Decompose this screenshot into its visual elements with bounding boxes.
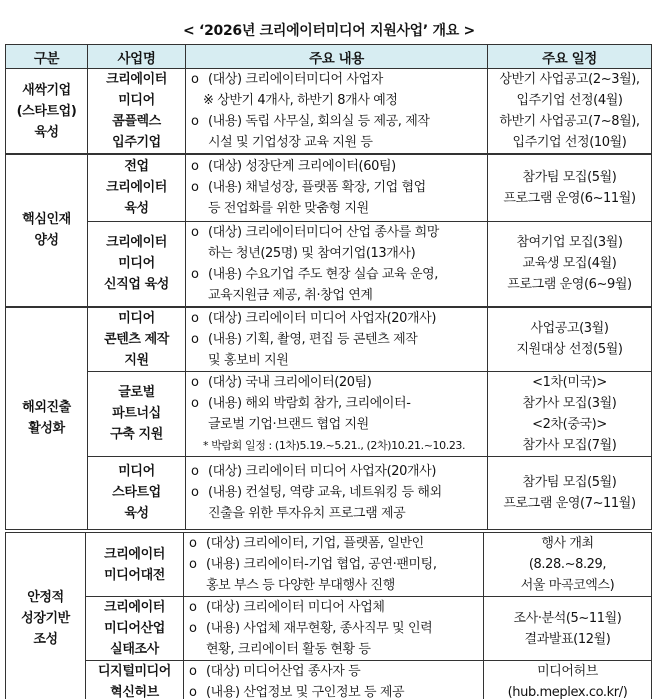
category-cell xyxy=(6,154,88,307)
bullet-icon: o xyxy=(191,464,199,479)
content-text: (내용) 산업정보 및 구인정보 등 제공 xyxy=(206,685,405,699)
program-name: 미디어 xyxy=(118,310,155,326)
program-name-cell xyxy=(86,597,184,661)
content-line xyxy=(191,198,487,219)
content-line xyxy=(191,177,487,198)
content-text: (대상) 크리에이터 미디어 사업자(20개사) xyxy=(208,464,436,479)
content-line xyxy=(191,69,487,90)
program-name: 육성 xyxy=(124,201,149,217)
program-name: 육성 xyxy=(124,506,149,521)
program-name: 미디어 xyxy=(118,464,155,479)
program-name-cell xyxy=(86,661,184,699)
schedule-cell xyxy=(484,661,652,699)
program-name: 실태조사 xyxy=(110,642,159,657)
content-text: (대상) 크리에이터미디어 산업 종사를 희망 xyxy=(208,224,439,240)
header-content: 주요 내용 xyxy=(186,45,488,69)
category-label: 양성 xyxy=(34,233,59,249)
bullet-icon: o xyxy=(191,224,199,240)
content-line xyxy=(189,639,483,660)
content-line xyxy=(191,308,487,329)
schedule-line: 상반기 사업공고(2~3월), xyxy=(499,72,640,87)
schedule-cell xyxy=(488,69,652,155)
bullet-icon: o xyxy=(191,331,199,347)
content-text: (내용) 크리에이터-기업 협업, 공연·팬미팅, xyxy=(206,557,437,572)
category-label: 성장기반 xyxy=(21,610,70,626)
content-text: 하는 청년(25명) 및 참여기업(13개사) xyxy=(208,245,416,261)
bullet-icon: o xyxy=(191,180,199,196)
category-cell xyxy=(6,307,88,530)
content-line xyxy=(189,575,483,596)
program-name-cell xyxy=(88,154,186,221)
category-label: 핵심인재 xyxy=(22,212,71,228)
program-name: 파트너십 xyxy=(112,406,161,421)
content-cell xyxy=(186,69,488,155)
content-text: (내용) 컨설팅, 역량 교육, 네트워킹 등 해외 xyxy=(208,485,442,500)
content-text: 등 전업화를 위한 맞춤형 지원 xyxy=(208,201,369,217)
program-name: 미디어 xyxy=(118,256,155,271)
bullet-icon: o xyxy=(191,114,199,129)
category-label: 새싹기업 xyxy=(22,82,71,98)
program-name: 크리에이터 xyxy=(104,546,165,562)
header-schedule: 주요 일정 xyxy=(488,45,652,69)
schedule-cell xyxy=(484,533,652,597)
program-name-cell xyxy=(88,456,186,529)
content-text: 시설 및 기업성장 교육 지원 등 xyxy=(208,135,373,150)
content-line xyxy=(191,285,487,306)
schedule-cell xyxy=(488,307,652,372)
content-text: (내용) 기획, 촬영, 편집 등 콘텐츠 제작 xyxy=(208,331,418,347)
table-row xyxy=(6,597,652,661)
program-name: 구축 지원 xyxy=(110,427,163,442)
bullet-icon: o xyxy=(189,664,197,679)
program-name: 크리에이터 xyxy=(104,600,165,615)
schedule-cell xyxy=(484,597,652,661)
content-line xyxy=(189,533,483,554)
schedule-line: 입주기업 선정(4월) xyxy=(516,93,623,108)
content-text: (대상) 크리에이터 미디어 사업체 xyxy=(206,600,385,615)
schedule-line: 프로그램 운영(7~11월) xyxy=(503,495,636,511)
table-row xyxy=(6,456,652,529)
content-cell xyxy=(186,154,488,221)
content-line xyxy=(191,372,487,393)
schedule-cell xyxy=(488,456,652,529)
program-name: 콤플렉스 xyxy=(112,114,161,129)
bullet-icon: o xyxy=(189,557,197,572)
program-name-cell xyxy=(88,69,186,155)
content-line xyxy=(191,222,487,243)
category-label: 해외진출 xyxy=(22,400,71,415)
schedule-line: 프로그램 운영(6~11월) xyxy=(503,190,636,206)
category-label: 안정적 xyxy=(27,589,64,605)
content-line xyxy=(191,132,487,153)
content-line xyxy=(191,264,487,285)
schedule-cell xyxy=(488,221,652,307)
schedule-line: 참가사 모집(7월) xyxy=(522,437,617,453)
table-row xyxy=(6,221,652,307)
content-text: (내용) 해외 박람회 참가, 크리에이터- xyxy=(208,395,411,411)
program-name: 입주기업 xyxy=(112,135,161,150)
program-name: 디지털미디어 xyxy=(98,664,171,679)
schedule-line: 서울 마곡코엑스) xyxy=(520,578,615,593)
table-row xyxy=(6,69,652,155)
content-text: (대상) 국내 크리에이터(20팀) xyxy=(208,374,372,390)
bullet-icon: o xyxy=(189,685,197,699)
program-name: 크리에이터 xyxy=(106,235,167,250)
table-row xyxy=(6,661,652,699)
content-cell xyxy=(184,661,484,699)
schedule-line: 프로그램 운영(6~9월) xyxy=(507,277,632,292)
content-text: (내용) 채널성장, 플랫폼 확장, 기업 협업 xyxy=(208,180,426,196)
schedule-line: (hub.meplex.co.kr/) xyxy=(507,685,628,699)
content-text: (대상) 크리에이터미디어 사업자 xyxy=(208,72,383,87)
schedule-line: 참가팀 모집(5월) xyxy=(522,169,617,185)
header-row xyxy=(6,45,652,69)
schedule-line: 행사 개최 xyxy=(541,536,594,551)
content-cell xyxy=(186,371,488,456)
content-line xyxy=(191,156,487,177)
program-name: 미디어 xyxy=(118,93,155,108)
content-line xyxy=(191,461,487,482)
bullet-icon: o xyxy=(189,621,197,636)
category-label: 활성화 xyxy=(28,421,65,436)
program-name: 콘텐츠 제작 xyxy=(104,331,169,347)
schedule-line: 참가사 모집(3월) xyxy=(522,395,617,411)
bullet-icon: o xyxy=(191,485,199,500)
schedule-line: (8.28.~8.29, xyxy=(528,557,607,572)
content-line xyxy=(191,482,487,503)
document-title: < ‘2026년 크리에이터미디어 지원사업’ 개요 > xyxy=(183,23,475,39)
program-name-cell xyxy=(88,371,186,456)
content-text: 현황, 크리에이터 활동 현황 등 xyxy=(206,642,371,657)
content-text: (대상) 크리에이터 미디어 사업자(20개사) xyxy=(208,310,436,326)
schedule-line: 참가팀 모집(5월) xyxy=(522,474,617,490)
bullet-icon: o xyxy=(189,600,197,615)
program-table xyxy=(5,44,652,530)
content-cell xyxy=(184,533,484,597)
schedule-line: 교육생 모집(4월) xyxy=(522,256,617,271)
program-name: 미디어대전 xyxy=(104,567,165,583)
program-name: 지원 xyxy=(124,352,149,368)
content-text: (내용) 사업체 재무현황, 종사직무 및 인력 xyxy=(206,621,433,636)
content-line xyxy=(189,682,483,699)
category-cell xyxy=(6,69,88,155)
bullet-icon: o xyxy=(191,72,199,87)
content-line xyxy=(191,393,487,414)
content-text: (내용) 수요기업 주도 현장 실습 교육 운영, xyxy=(208,266,438,282)
table-row xyxy=(6,533,652,597)
content-text: 진출을 위한 투자유치 프로그램 제공 xyxy=(208,506,406,521)
bullet-icon: o xyxy=(191,395,199,411)
program-name-cell xyxy=(88,307,186,372)
content-line xyxy=(189,618,483,639)
content-text: 홍보 부스 등 다양한 부대행사 진행 xyxy=(206,578,395,593)
category-label: 육성 xyxy=(34,124,59,140)
program-name-cell xyxy=(86,533,184,597)
schedule-line: 조사·분석(5~11월) xyxy=(513,610,622,626)
schedule-line: <1차(미국)> xyxy=(532,374,607,390)
program-name: 크리에이터 xyxy=(106,180,167,196)
content-line xyxy=(191,243,487,264)
content-cell xyxy=(186,456,488,529)
schedule-line: 사업공고(3월) xyxy=(530,321,609,336)
category-label: (스타트업) xyxy=(16,103,77,119)
bullet-icon: o xyxy=(191,310,199,326)
schedule-line: 결과발표(12월) xyxy=(524,631,611,647)
program-name: 신직업 육성 xyxy=(104,277,169,292)
bullet-icon: o xyxy=(191,159,199,175)
schedule-line: 지원대상 선정(5월) xyxy=(516,342,623,357)
program-name: 스타트업 xyxy=(112,485,161,500)
bullet-icon: o xyxy=(189,536,197,551)
header-program: 사업명 xyxy=(88,45,186,69)
content-text: 교육지원금 제공, 취·창업 연계 xyxy=(208,287,373,303)
schedule-line: 하반기 사업공고(7~8월), xyxy=(499,114,640,129)
content-line xyxy=(191,111,487,132)
schedule-line: 참여기업 모집(3월) xyxy=(516,235,623,250)
content-cell xyxy=(184,597,484,661)
program-name: 미디어산업 xyxy=(104,621,165,636)
bullet-icon: o xyxy=(191,374,199,390)
content-text: (내용) 독립 사무실, 회의실 등 제공, 제작 xyxy=(208,114,430,129)
content-line xyxy=(191,350,487,371)
program-name: 글로벌 xyxy=(118,385,155,400)
schedule-line: 미디어허브 xyxy=(537,664,598,679)
program-name: 혁신허브 xyxy=(110,685,159,699)
content-line xyxy=(189,554,483,575)
content-text: ※ 상반기 4개사, 하반기 8개사 예정 xyxy=(203,93,398,108)
content-line xyxy=(191,414,487,435)
content-text: 및 홍보비 지원 xyxy=(208,352,289,368)
content-text: * 박람회 일정 : (1차)5.19.~5.21., (2차)10.21.~10.23. xyxy=(203,438,466,452)
content-text: (대상) 미디어산업 종사자 등 xyxy=(206,664,361,679)
content-text: (대상) 크리에이터, 기업, 플랫폼, 일반인 xyxy=(206,536,424,551)
bullet-icon: o xyxy=(191,266,199,282)
content-line xyxy=(191,503,487,524)
content-cell xyxy=(186,307,488,372)
content-cell xyxy=(186,221,488,307)
program-name: 크리에이터 xyxy=(106,72,167,87)
content-line xyxy=(191,329,487,350)
schedule-cell xyxy=(488,154,652,221)
category-cell xyxy=(6,533,86,699)
category-label: 조성 xyxy=(33,631,58,647)
table-row xyxy=(6,154,652,221)
schedule-line: <2차(중국)> xyxy=(532,416,607,432)
content-line xyxy=(189,597,483,618)
program-name-cell xyxy=(88,221,186,307)
table-row xyxy=(6,307,652,372)
schedule-line: 입주기업 선정(10월) xyxy=(512,135,627,150)
content-text: 글로벌 기업·브랜드 협업 지원 xyxy=(208,416,369,432)
program-table-continued xyxy=(5,532,652,699)
content-line xyxy=(191,435,487,456)
content-text: (대상) 성장단계 크리에이터(60팀) xyxy=(208,159,396,175)
program-name: 전업 xyxy=(124,159,149,175)
table-row xyxy=(6,371,652,456)
content-line xyxy=(189,661,483,682)
content-line xyxy=(191,90,487,111)
header-category: 구분 xyxy=(6,45,88,69)
schedule-cell xyxy=(488,371,652,456)
